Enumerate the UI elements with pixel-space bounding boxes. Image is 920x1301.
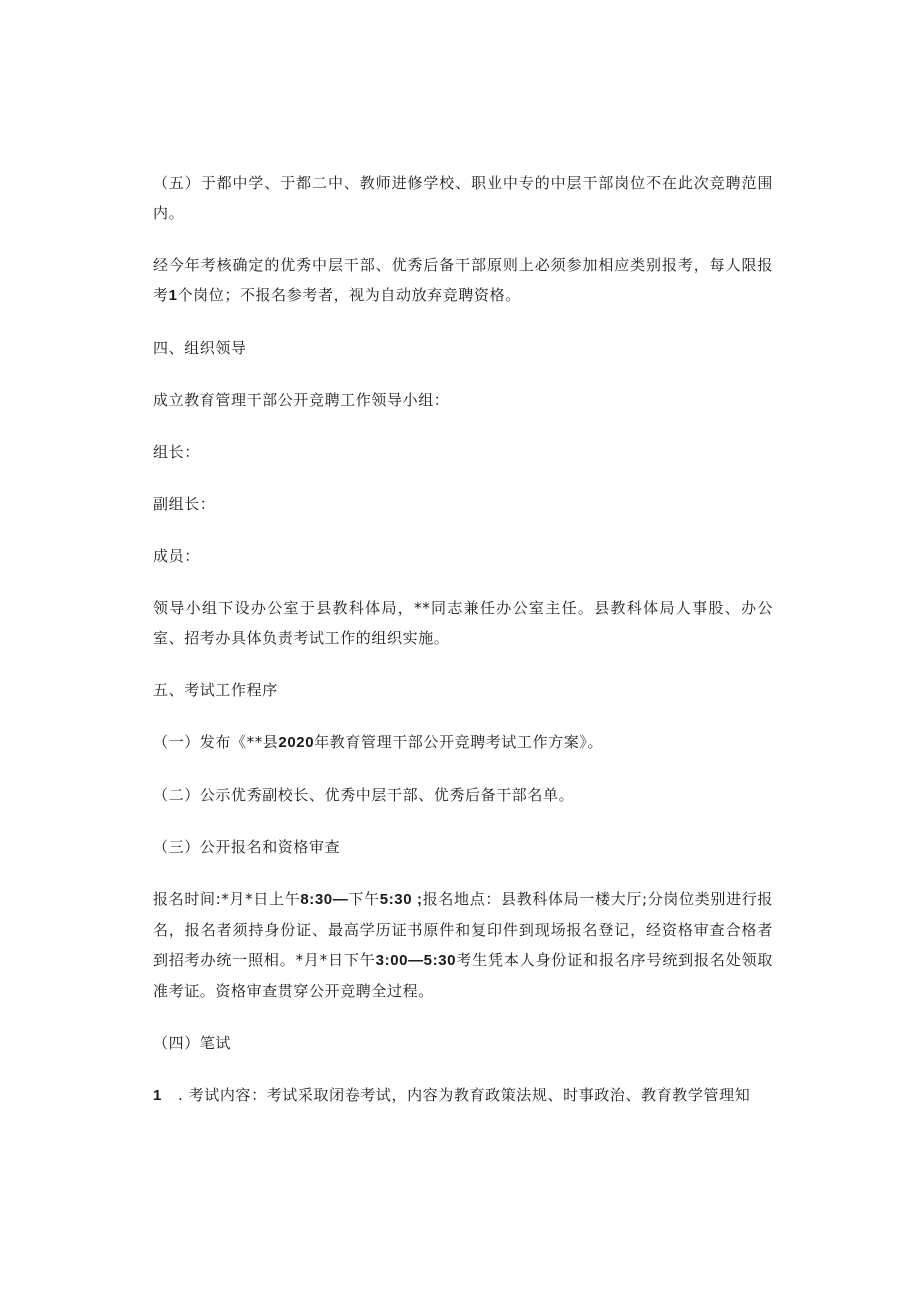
year-number: 2020	[278, 734, 315, 751]
time-start: 8:30—	[300, 891, 349, 908]
post-limit-number: 1	[168, 287, 178, 304]
paragraph-leading-group: 成立教育管理干部公开竞聘工作领导小组：	[153, 391, 450, 409]
time-end: 5:30 ;	[379, 891, 423, 908]
step-written-exam-heading: （四）笔试	[153, 1034, 232, 1052]
group-leader-label: 组长：	[153, 443, 200, 461]
ticket-time: 3:00—5:30	[375, 952, 457, 969]
paragraph-registration-details: 报名时间:*月*日上午8:30—下午5:30 ;报名地点：县教科体局一楼大厅;分岗位类别进行报名，报名者须持身份证、最高学历证书原件和复印件到现场报名登记，经资格审查合格者到招考办统一照相。*月*日下午3:00—5:30考生凭本人身份证和报名序号统到报名处领取准考证。资格审查贯穿公开竞聘全过程。	[153, 890, 774, 1000]
paragraph-office: 领导小组下设办公室于县教科体局，**同志兼任办公室主任。县教科体局人事股、办公室、招考办具体负责考试工作的组织实施。	[153, 599, 773, 647]
step-publish-plan: （一）发布《**县2020年教育管理干部公开竞聘考试工作方案》。	[153, 733, 604, 751]
paragraph-mandatory-registration: 经今年考核确定的优秀中层干部、优秀后备干部原则上必须参加相应类别报考，每人限报考1个岗位；不报名参考者，视为自动放弃竞聘资格。	[153, 256, 773, 304]
members-label: 成员：	[153, 547, 200, 565]
section-heading-procedure: 五、考试工作程序	[153, 681, 278, 699]
list-item-exam-content: 1 . 考试内容：考试采取闭卷考试，内容为教育政策法规、时事政治、教育教学管理知	[153, 1086, 751, 1104]
paragraph-scope-exclusion: （五）于都中学、于都二中、教师进修学校、职业中专的中层干部岗位不在此次竞聘范围内。	[153, 174, 773, 222]
step-publicize-list: （二）公示优秀副校长、优秀中层干部、优秀后备干部名单。	[153, 786, 575, 804]
list-item-number: 1	[153, 1087, 162, 1104]
step-registration-heading: （三）公开报名和资格审查	[153, 838, 341, 856]
section-heading-organization: 四、组织领导	[153, 339, 247, 357]
vice-leader-label: 副组长：	[153, 495, 216, 513]
document-page	[153, 168, 773, 1133]
